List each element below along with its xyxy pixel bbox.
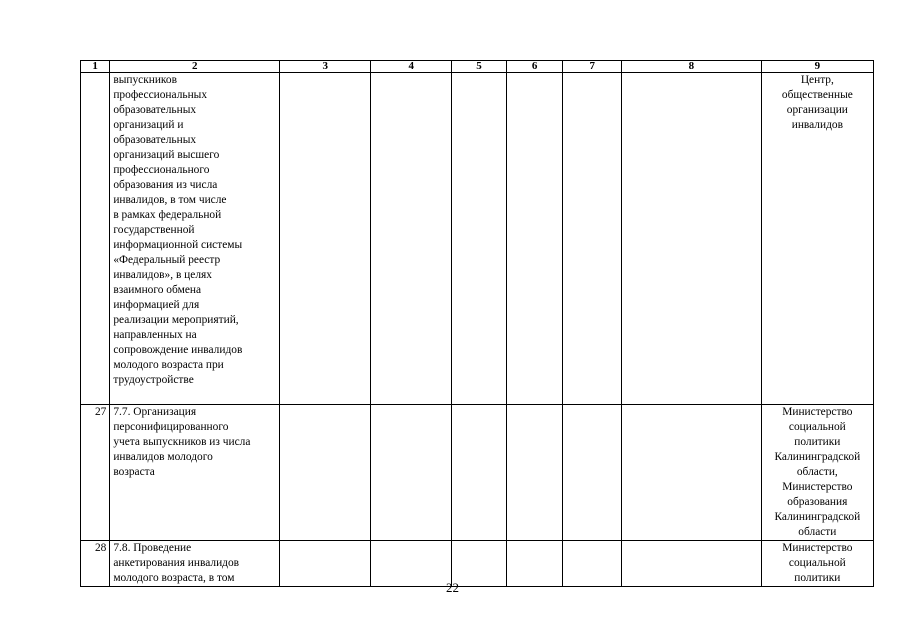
cell-text-line: инвалидов молодого [113, 451, 213, 463]
cell-text-line: политики [794, 572, 841, 584]
cell-text-line: образовательных [113, 134, 197, 146]
empty-cell [622, 405, 762, 541]
cell-text-line: в рамках федеральной [113, 209, 222, 221]
row-number [81, 73, 110, 405]
cell-text-line: инвалидов, в том числе [113, 194, 227, 206]
table-row [81, 73, 874, 405]
cell-text-line: молодого возраста, в том [113, 572, 235, 584]
cell-text-line: социальной [788, 421, 846, 433]
cell-text-line: взаимного обмена [113, 284, 202, 296]
cell-text-line: сопровождение инвалидов [113, 344, 243, 356]
cell-text-line: реализации мероприятий, [113, 314, 239, 326]
cell-text-line: выпускников [113, 74, 177, 86]
responsible-executor [761, 73, 873, 405]
cell-text-line: образования из числа [113, 179, 218, 191]
row-number: 27 [81, 405, 110, 541]
cell-text-line: Министерство [782, 406, 853, 418]
activity-description [110, 73, 280, 405]
header-cell-2: 2 [110, 61, 280, 73]
header-cell-4: 4 [371, 61, 452, 73]
cell-text-line: информационной системы [113, 239, 243, 251]
cell-text-line: профессиональных [113, 89, 208, 101]
empty-cell [280, 405, 371, 541]
cell-text-line: «Федеральный реестр [113, 254, 221, 266]
cell-text-line: организации [786, 104, 848, 116]
empty-cell [563, 405, 622, 541]
cell-text-line: общественные [781, 89, 853, 101]
header-cell-8: 8 [622, 61, 762, 73]
empty-cell [622, 73, 762, 405]
page-number: 22 [446, 580, 459, 595]
cell-text-line: направленных на [113, 329, 197, 341]
empty-cell [371, 73, 452, 405]
empty-cell [280, 73, 371, 405]
cell-text-line: персонифицированного [113, 421, 229, 433]
program-table [80, 60, 874, 587]
activity-description [110, 405, 280, 541]
header-cell-7: 7 [563, 61, 622, 73]
cell-text-line: молодого возраста при [113, 359, 224, 371]
cell-text-line: информацией для [113, 299, 200, 311]
header-cell-5: 5 [452, 61, 507, 73]
empty-cell [371, 405, 452, 541]
cell-text-line: Министерство [782, 481, 853, 493]
cell-text-line: организаций и [113, 119, 184, 131]
header-cell-6: 6 [506, 61, 563, 73]
cell-text-line: Калининградской [774, 511, 861, 523]
cell-text-line: возраста [113, 466, 155, 478]
cell-text-line: инвалидов [791, 119, 843, 131]
cell-text-line: организаций высшего [113, 149, 220, 161]
cell-text-line: области [798, 526, 837, 538]
cell-text-line: 7.8. Проведение [113, 542, 192, 554]
cell-text-line: учета выпускников из числа [113, 436, 251, 448]
empty-cell [506, 405, 563, 541]
cell-text-line: анкетирования инвалидов [113, 557, 240, 569]
cell-text-line: профессионального [113, 164, 210, 176]
cell-text-line: образовательных [113, 104, 197, 116]
cell-text-line: Калининградской [774, 451, 861, 463]
cell-text-line: 7.7. Организация [113, 406, 197, 418]
empty-cell [506, 73, 563, 405]
cell-text-line: социальной [788, 557, 846, 569]
header-cell-3: 3 [280, 61, 371, 73]
cell-text-line: трудоустройстве [113, 374, 194, 386]
header-row [81, 61, 874, 73]
header-cell-1: 1 [81, 61, 110, 73]
cell-text-line: государственной [113, 224, 195, 236]
empty-cell [452, 73, 507, 405]
cell-text-line: Министерство [782, 542, 853, 554]
responsible-executor [761, 405, 873, 541]
header-cell-9: 9 [761, 61, 873, 73]
table-row [81, 405, 874, 541]
cell-text-line: Центр, [800, 74, 834, 86]
row-number: 28 [81, 541, 110, 587]
empty-cell [452, 405, 507, 541]
cell-text-line: политики [794, 436, 841, 448]
empty-cell [563, 73, 622, 405]
cell-text-line: образования [787, 496, 848, 508]
cell-text-line: инвалидов», в целях [113, 269, 212, 281]
cell-text-line: области, [796, 466, 838, 478]
